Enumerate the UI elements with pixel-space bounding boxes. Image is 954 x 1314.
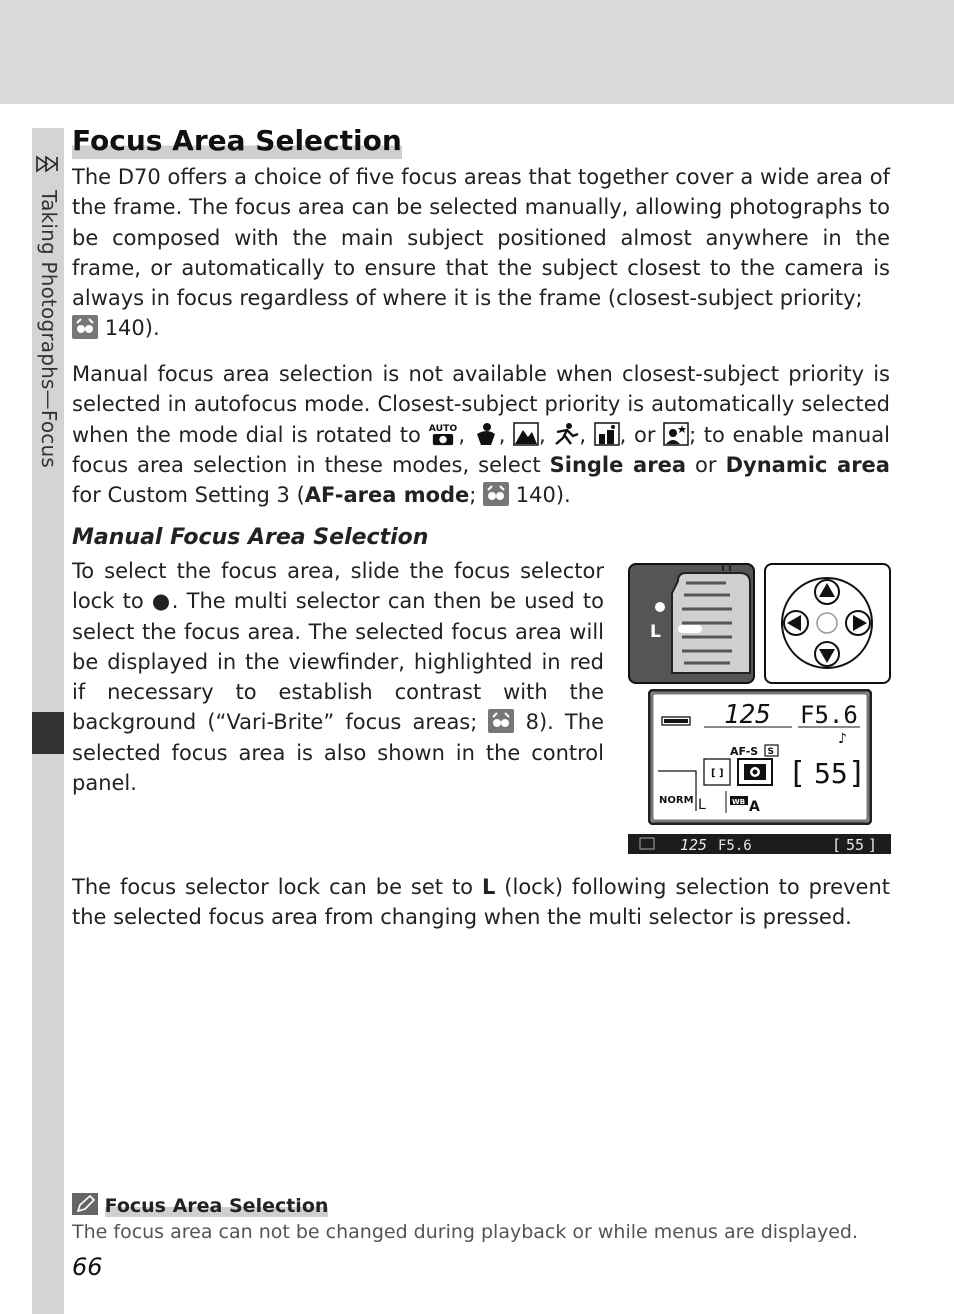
frames-remaining: 55 <box>814 757 848 790</box>
para2-text-b: ; to enable manual focus area selection in these modes, select <box>72 422 890 477</box>
or-text: , or <box>619 422 656 447</box>
sidebar-label: Taking Photographs—Focus <box>37 190 61 468</box>
para2-text-a: Manual focus area selection is not available when closest-subject priority is selected in autofocus mode. Closest-subject priority is automatically selected when the mode dial is rotated to <box>72 362 890 447</box>
semicolon: ; <box>469 483 477 508</box>
para3-text-a: To select the focus area, slide the focus selector lock to ●. The multi selector can then be used to select the focus area. The selected focus area will be displayed in the viewfinder, highlighted in red if necessary to establish contrast with the background (“Vari-Brite” focus areas; <box>72 559 604 735</box>
area-mode-badge: S <box>767 747 774 757</box>
sep-2: , <box>498 422 506 447</box>
lock-letter: L <box>481 875 496 899</box>
svg-text:[ ]: [ ] <box>711 768 724 779</box>
page-reference-icon <box>483 482 509 506</box>
play-arrows-icon <box>35 154 61 174</box>
para1-ref: 140). <box>104 316 160 341</box>
svg-text:]: ] <box>868 836 878 854</box>
night-portrait-mode-icon <box>663 422 689 446</box>
aperture: F5.6 <box>800 701 858 729</box>
para4-text-b: (lock) following selection to prevent the selected focus area from changing when the multi selector is pressed. <box>72 875 890 930</box>
page-reference-icon <box>488 709 514 733</box>
dynamic-area-term: Dynamic area <box>725 452 890 477</box>
wb-badge-label: WB <box>732 798 746 806</box>
white-balance: A <box>749 799 760 815</box>
subheading: Manual Focus Area Selection <box>72 525 429 550</box>
viewfinder-frames: 55 <box>846 836 865 854</box>
multi-selector-figure <box>764 563 891 684</box>
sep-3: , <box>539 422 546 447</box>
note-text: The focus area can not be changed during playback or while menus are displayed. <box>72 1221 859 1243</box>
para3-ref: 8). <box>525 710 554 735</box>
lock-label: L <box>650 622 661 642</box>
af-area-mode-term: AF-area mode <box>304 483 470 508</box>
image-quality: NORM <box>659 795 694 806</box>
para3-text-b: The selected focus area is also shown in the control panel. <box>72 710 604 796</box>
section-marker <box>32 712 64 754</box>
page-reference-icon <box>72 315 98 339</box>
viewfinder-aperture: F5.6 <box>718 838 752 854</box>
or-text-2: or <box>695 452 717 477</box>
svg-text:]: ] <box>848 756 867 791</box>
sep-4: , <box>579 422 587 447</box>
auto-mode-icon <box>428 422 458 446</box>
paragraph-manual-selection <box>72 556 604 798</box>
viewfinder-shutter: 125 <box>680 836 708 854</box>
page-title: Focus Area Selection <box>72 124 402 157</box>
single-area-term: Single area <box>549 452 686 477</box>
para1-text: The D70 offers a choice of five focus areas that together cover a wide area of the frame. The focus area can be selected manually, allowing photographs to be composed with the main subject positioned almost anywhere in the frame, or automatically to ensure that the subject closest to the camera is always in focus regardless of where it is the frame (closest-subject priority; <box>72 165 890 311</box>
night-landscape-mode-icon <box>594 422 620 446</box>
note-title: Focus Area Selection <box>104 1195 329 1217</box>
landscape-mode-icon <box>513 422 539 446</box>
control-panel-figure <box>648 689 872 825</box>
svg-text:[: [ <box>788 756 807 791</box>
pencil-note-icon <box>72 1193 98 1215</box>
paragraph-closest-subject <box>72 359 890 510</box>
sep-1: , <box>458 422 466 447</box>
sports-mode-icon <box>553 422 579 446</box>
paragraph-intro <box>72 162 890 344</box>
page-number: 66 <box>72 1253 103 1281</box>
para2-text-c: for Custom Setting 3 ( <box>72 483 305 508</box>
portrait-mode-icon <box>473 422 499 446</box>
image-size: L <box>698 797 706 813</box>
auto-mode-label: AUTO <box>429 422 458 434</box>
top-band <box>0 0 954 104</box>
shutter-speed: 125 <box>724 700 771 730</box>
focus-selector-lock-figure <box>628 563 755 684</box>
note-heading <box>72 1193 328 1217</box>
para4-text-a: The focus selector lock can be set to <box>72 875 474 899</box>
viewfinder-display-figure <box>628 834 891 854</box>
focus-mode: AF-S <box>730 745 759 758</box>
beep-icon: ♪ <box>838 731 847 747</box>
svg-text:[: [ <box>832 836 842 854</box>
paragraph-lock <box>72 872 890 933</box>
para2-ref: 140). <box>515 483 571 508</box>
